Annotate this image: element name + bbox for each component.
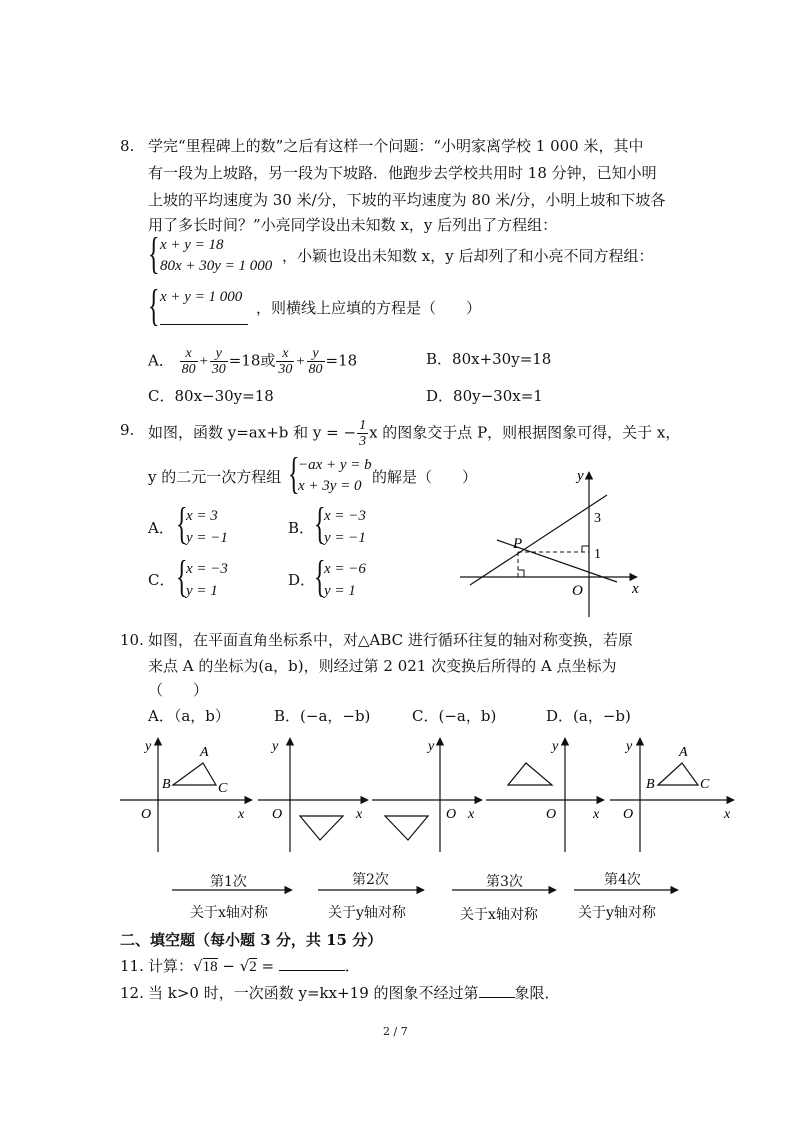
- q8-line-1: 学完“里程碑上的数”之后有这样一个问题：“小明家离学校 1 000 米，其中: [148, 137, 644, 155]
- q8-a-frac1-den: 80: [181, 362, 196, 377]
- q8-a-frac3-den: 30: [278, 362, 293, 377]
- q10-graph1-x: x: [238, 807, 245, 822]
- q9-option-a-eq1: x = 3: [186, 508, 218, 524]
- q9-option-c-label: C．: [148, 571, 175, 589]
- q9-label-one: 1: [594, 547, 601, 562]
- q10-graph1-y: y: [145, 739, 152, 754]
- q8-a-frac1-num: x: [180, 346, 198, 362]
- q8-option-b: B．80x+30y=18: [426, 350, 552, 368]
- q10-graph2-triangle: [300, 816, 343, 840]
- q9-label-three: 3: [594, 511, 601, 526]
- q10-graph5-y: y: [626, 739, 633, 754]
- q10-step3-top: 第3次: [486, 874, 523, 890]
- q10-line-2: 来点 A 的坐标为(a，b)，则经过第 2 021 次变换后所得的 A 点坐标为: [148, 657, 617, 675]
- q10-option-d: D．(a，−b): [546, 707, 631, 725]
- q9-label-o: O: [572, 583, 583, 599]
- q10-graph1-o: O: [141, 807, 152, 822]
- q9-frac: [357, 418, 368, 449]
- q11-end: ．: [344, 957, 360, 975]
- q8-system1-eq1: x + y = 18: [160, 237, 224, 253]
- q8-a-plus2: +: [295, 353, 306, 370]
- q9-option-b-eq2: y = −1: [324, 530, 366, 546]
- q10-graph3-x: x: [468, 807, 475, 822]
- q11-radicand-2: 2: [249, 959, 257, 975]
- q10-graph4-y: y: [552, 739, 559, 754]
- q9-frac-den: 3: [359, 434, 367, 449]
- q10-arrows: [0, 880, 794, 900]
- q9-line1-a: 如图，函数 y=ax+b 和 y = −: [148, 423, 357, 442]
- q8-a-frac4-den: 80: [308, 362, 323, 377]
- q11-radicand-1: 18: [202, 959, 218, 975]
- q9-line2-a: y 的二元一次方程组: [148, 468, 282, 486]
- q12-body: 当 k>0 时，一次函数 y=kx+19 的图象不经过第: [148, 984, 479, 1002]
- q9-frac-num: 1: [359, 418, 367, 433]
- q10-graph5-c: C: [700, 777, 710, 792]
- q9-option-a-label: A．: [148, 519, 174, 537]
- q11-minus: −: [217, 957, 240, 975]
- q8-option-d: D．80y−30x=1: [426, 387, 543, 405]
- q9-option-b-label: B．: [288, 519, 315, 537]
- q11-text: [148, 956, 360, 977]
- q8-option-a-label: A．: [148, 351, 174, 370]
- q9-option-a-eq2: y = −1: [186, 530, 228, 546]
- q10-graph3-y: y: [428, 739, 435, 754]
- q8-system2-eq1: x + y = 1 000: [160, 289, 243, 305]
- q9-right-angle-y: [582, 546, 589, 552]
- q11-radical-2: √: [239, 957, 250, 975]
- q11-equals: =: [256, 957, 279, 975]
- q8-line-4: 用了多长时间？”小亮同学设出未知数 x，y 后列出了方程组：: [148, 216, 558, 234]
- q10-step2-bottom: 关于y轴对称: [328, 905, 406, 921]
- q9-option-b-eq1: x = −3: [324, 508, 366, 524]
- q8-system1-eq2: 80x + 30y = 1 000: [160, 258, 273, 274]
- page-number: 2 / 7: [383, 1025, 408, 1038]
- q10-step1-top: 第1次: [210, 874, 247, 890]
- q8-system1-brace: {: [148, 229, 160, 278]
- q10-graph4-o: O: [546, 807, 557, 822]
- q10-graph5-o: O: [623, 807, 634, 822]
- q9-line2-b: 的解是（ ）: [372, 468, 478, 486]
- q10-step1-bottom: 关于x轴对称: [190, 905, 268, 921]
- q10-option-c: C．(−a，b): [412, 707, 497, 725]
- q11-radical-1: √: [193, 957, 203, 975]
- q10-graph1-triangle: [173, 763, 216, 785]
- q9-line-1: [148, 418, 680, 449]
- q8-line-2: 有一段为上坡路，另一段为下坡路．他跑步去学校共用时 18 分钟，已知小明: [148, 164, 657, 182]
- q8-a-frac4: [307, 346, 325, 377]
- q10-step2-top: 第2次: [352, 872, 389, 888]
- q10-option-a: A．（a，b）: [148, 707, 230, 725]
- q10-step4-top: 第4次: [604, 872, 641, 888]
- q11-number: 11.: [120, 957, 144, 975]
- q12-end: 象限．: [514, 984, 560, 1002]
- q9-label-x: x: [632, 581, 639, 597]
- q8-line-3: 上坡的平均速度为 30 米/分，下坡的平均速度为 80 米/分，小明上坡和下坡各: [148, 191, 666, 209]
- q10-graph4-triangle: [508, 763, 552, 785]
- q10-graph-1: [120, 738, 252, 852]
- q9-option-d-label: D．: [288, 571, 316, 589]
- q8-a-frac3: [276, 346, 294, 377]
- q9-option-b-brace: {: [314, 499, 326, 548]
- q10-graphs: [0, 730, 794, 860]
- q8-system2-brace: {: [148, 281, 160, 330]
- q8-a-frac2-num: y: [210, 346, 228, 362]
- q9-number: 9.: [120, 421, 135, 439]
- q8-a-frac2-den: 30: [211, 362, 226, 377]
- section-2-heading: 二、填空题（每小题 3 分，共 15 分）: [120, 931, 383, 949]
- q8-a-plus1: +: [198, 353, 209, 370]
- q9-option-c-eq2: y = 1: [186, 583, 218, 599]
- q8-after-system1: ，小颖也设出未知数 x，y 后却列了和小亮不同方程组：: [282, 247, 654, 265]
- q10-graph-4: [486, 738, 604, 852]
- q9-option-d-eq2: y = 1: [324, 583, 356, 599]
- q10-graph1-b: B: [162, 777, 171, 792]
- q10-graph5-triangle: [658, 763, 698, 785]
- q9-right-angle-x: [518, 570, 524, 577]
- q9-graph: [455, 462, 655, 622]
- q9-system-eq2: x + 3y = 0: [298, 478, 362, 494]
- q8-a-frac1: [180, 346, 198, 377]
- q9-system-brace: {: [288, 449, 300, 498]
- q9-option-d-brace: {: [314, 552, 326, 601]
- q10-graph5-x: x: [724, 807, 731, 822]
- q8-option-a: [148, 346, 357, 377]
- q10-graph5-a: A: [679, 745, 688, 760]
- q10-graph2-x: x: [356, 807, 363, 822]
- q8-a-frac2: [210, 346, 228, 377]
- q10-option-b: B．(−a，−b): [274, 707, 371, 725]
- q8-number: 8.: [120, 137, 135, 155]
- q8-answer-blank: [160, 323, 248, 325]
- q10-graph1-c: C: [218, 781, 228, 796]
- q12-answer-blank: [479, 983, 515, 998]
- q10-graph2-o: O: [272, 807, 283, 822]
- q10-graph3-triangle: [385, 816, 428, 840]
- q10-graph2-y: y: [272, 739, 279, 754]
- q8-option-c: C．80x−30y=18: [148, 387, 274, 405]
- q9-label-p: P: [513, 536, 523, 552]
- q9-system-eq1: −ax + y = b: [298, 457, 372, 473]
- q10-graph3-o: O: [446, 807, 457, 822]
- q9-option-a-brace: {: [176, 499, 188, 548]
- q12-number: 12.: [120, 984, 144, 1002]
- q12-text: [148, 983, 560, 1003]
- q9-label-y: y: [577, 468, 584, 484]
- q8-a-end: =18: [325, 351, 358, 370]
- q9-option-d-eq1: x = −6: [324, 561, 366, 577]
- q11-label: 计算：: [148, 957, 194, 975]
- q9-option-c-brace: {: [176, 552, 188, 601]
- q10-graph4-x: x: [593, 807, 600, 822]
- q8-a-frac3-num: x: [276, 346, 294, 362]
- q10-graph5-b: B: [646, 777, 655, 792]
- q10-number: 10.: [120, 631, 144, 649]
- q10-graph-2: [258, 738, 368, 852]
- q11-answer-blank: [279, 956, 345, 971]
- q10-line-3: （ ）: [148, 681, 209, 699]
- q9-line1-b: x 的图象交于点 P，则根据图象可得，关于 x，: [369, 423, 681, 442]
- q10-graph-3: [372, 738, 482, 852]
- q10-step3-bottom: 关于x轴对称: [460, 907, 538, 923]
- q8-after-system2: ，则横线上应填的方程是（ ）: [256, 299, 482, 317]
- q10-graph1-a: A: [200, 745, 209, 760]
- q8-a-frac4-num: y: [307, 346, 325, 362]
- q10-step4-bottom: 关于y轴对称: [578, 905, 656, 921]
- q10-graph-5: [610, 738, 734, 852]
- q8-a-mid: =18或: [228, 351, 276, 370]
- q10-line-1: 如图，在平面直角坐标系中，对△ABC 进行循环往复的轴对称变换，若原: [148, 631, 633, 649]
- q9-option-c-eq1: x = −3: [186, 561, 228, 577]
